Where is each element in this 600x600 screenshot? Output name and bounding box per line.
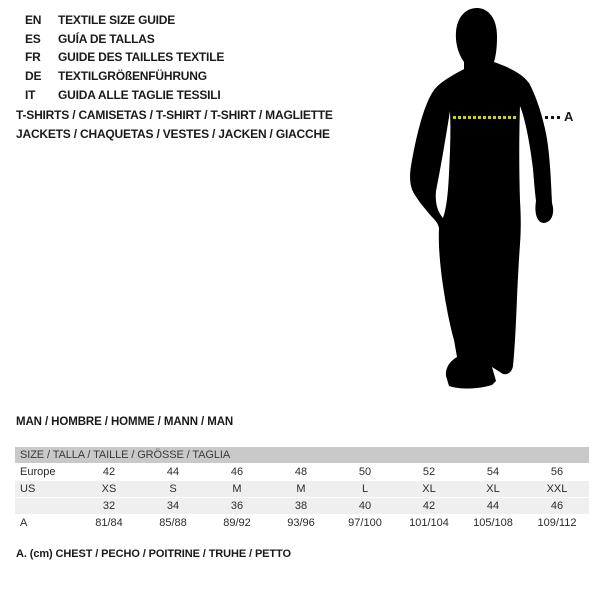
language-label: GUIDE DES TAILLES TEXTILE	[58, 50, 225, 65]
size-cell: 42	[77, 464, 141, 481]
garment-line-jackets: JACKETS / CHAQUETAS / VESTES / JACKEN / GIACCHE	[16, 127, 330, 141]
size-cell: 44	[141, 464, 205, 481]
row-label: US	[15, 481, 77, 498]
size-cell: L	[333, 481, 397, 498]
table-row-europe	[15, 464, 589, 481]
size-cell: 42	[397, 498, 461, 515]
size-cell: 46	[205, 464, 269, 481]
size-cell: 97/100	[333, 515, 397, 532]
garment-line-tshirts: T-SHIRTS / CAMISETAS / T-SHIRT / T-SHIRT / MAGLIETTE	[16, 108, 333, 122]
size-cell: 85/88	[141, 515, 205, 532]
language-code: ES	[25, 31, 41, 46]
size-cell: 52	[397, 464, 461, 481]
language-row	[25, 30, 224, 49]
size-cell: 44	[461, 498, 525, 515]
language-list	[25, 11, 224, 105]
size-cell: 89/92	[205, 515, 269, 532]
man-silhouette-icon	[408, 6, 568, 392]
size-table-header-row	[15, 447, 589, 464]
language-label: TEXTILE SIZE GUIDE	[58, 13, 176, 27]
language-code: DE	[25, 69, 42, 84]
size-cell: XL	[397, 481, 461, 498]
size-cell: XS	[77, 481, 141, 498]
row-label: Europe	[15, 464, 77, 481]
size-cell: 48	[269, 464, 333, 481]
size-cell: XL	[461, 481, 525, 498]
size-cell: 81/84	[77, 515, 141, 532]
size-table-header: SIZE / TALLA / TAILLE / GRÖSSE / TAGLIA	[15, 447, 589, 464]
section-title-man: MAN / HOMBRE / HOMME / MANN / MAN	[16, 416, 234, 428]
man-figure	[408, 6, 588, 394]
size-cell: 40	[333, 498, 397, 515]
size-cell: 38	[269, 498, 333, 515]
size-cell: M	[205, 481, 269, 498]
size-cell: S	[141, 481, 205, 498]
size-cell: M	[269, 481, 333, 498]
language-label: GUIDA ALLE TAGLIE TESSILI	[58, 87, 221, 102]
size-table	[15, 447, 589, 531]
language-label: GUÍA DE TALLAS	[58, 31, 155, 46]
size-cell: 32	[77, 498, 141, 515]
language-code: EN	[25, 13, 42, 27]
size-cell: 46	[525, 498, 589, 515]
size-cell: 54	[461, 464, 525, 481]
table-row-chest-a	[15, 515, 589, 532]
language-row	[25, 48, 224, 67]
size-cell: 34	[141, 498, 205, 515]
language-label: TEXTILGRÖßENFÜHRUNG	[58, 69, 207, 84]
size-cell: 105/108	[461, 515, 525, 532]
row-label	[15, 498, 77, 515]
chest-measurement-leader	[545, 116, 560, 119]
size-cell: 56	[525, 464, 589, 481]
chest-measurement-line	[453, 116, 517, 119]
size-cell: 36	[205, 498, 269, 515]
measurement-footnote: A. (cm) CHEST / PECHO / POITRINE / TRUHE / PETTO	[16, 548, 291, 560]
language-code: FR	[25, 50, 41, 65]
language-row	[25, 11, 224, 30]
language-code: IT	[25, 87, 36, 102]
table-row-us	[15, 481, 589, 498]
size-cell: 93/96	[269, 515, 333, 532]
garment-types	[16, 106, 333, 144]
language-row	[25, 67, 224, 86]
size-cell: 50	[333, 464, 397, 481]
size-cell: 101/104	[397, 515, 461, 532]
size-cell: 109/112	[525, 515, 589, 532]
size-cell: XXL	[525, 481, 589, 498]
chest-measurement-label: A	[564, 109, 574, 124]
row-label: A	[15, 515, 77, 532]
table-row-numeric	[15, 498, 589, 515]
language-row	[25, 86, 224, 105]
